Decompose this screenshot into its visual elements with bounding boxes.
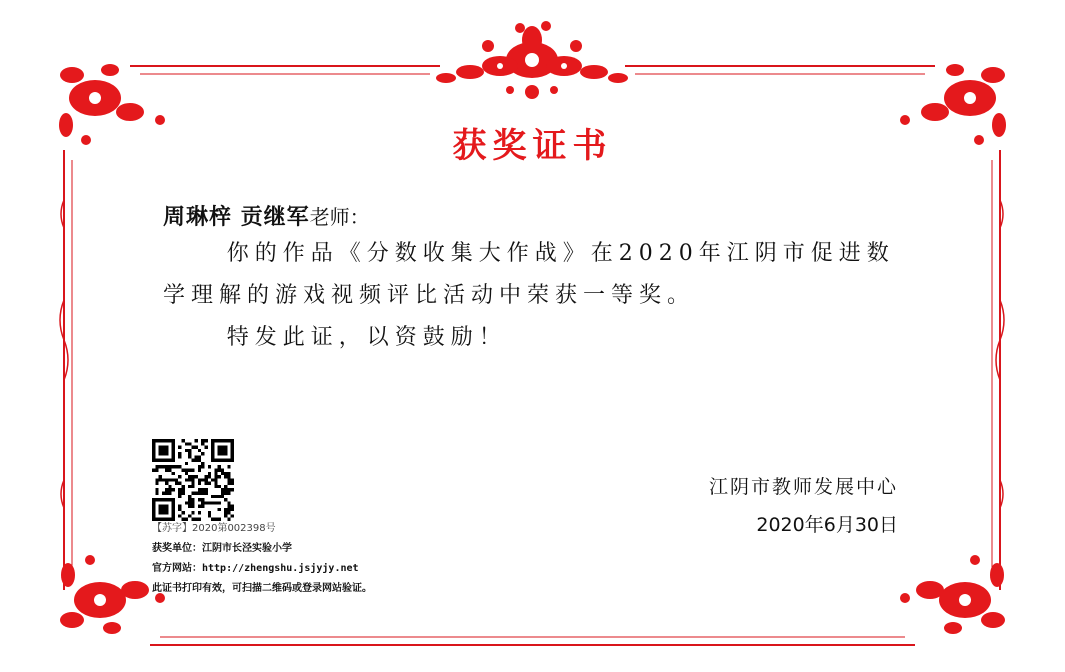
recipient-line: [163, 200, 370, 231]
issue-date: 2020年6月30日: [756, 514, 898, 536]
qr-code-icon[interactable]: [152, 439, 234, 521]
certificate-number: 【苏字】2020第002398号: [152, 523, 276, 534]
recipient-names: 周琳梓 贡继军: [163, 205, 310, 230]
certificate-title: 获奖证书: [452, 126, 613, 166]
winning-unit: 获奖单位：江阴市长泾实验小学: [152, 543, 292, 554]
issuer-name: 江阴市教师发展中心: [708, 476, 898, 498]
verify-note: 此证书打印有效，可扫描二维码或登录网站验证。: [152, 583, 372, 594]
closing-statement: 特发此证，以资鼓励！: [226, 325, 507, 350]
certificate-body: [163, 233, 898, 359]
recipient-suffix: 老师：: [309, 205, 370, 229]
corner-ornament-bottom-right: [900, 555, 1005, 634]
corner-ornament-bottom-left: [60, 555, 165, 634]
official-site: 官方网站：http://zhengshu.jsjyjy.net: [152, 563, 359, 574]
award-statement: 你的作品《分数收集大作战》在2020年江阴市促进数学理解的游戏视频评比活动中荣获一等奖。: [163, 241, 895, 308]
